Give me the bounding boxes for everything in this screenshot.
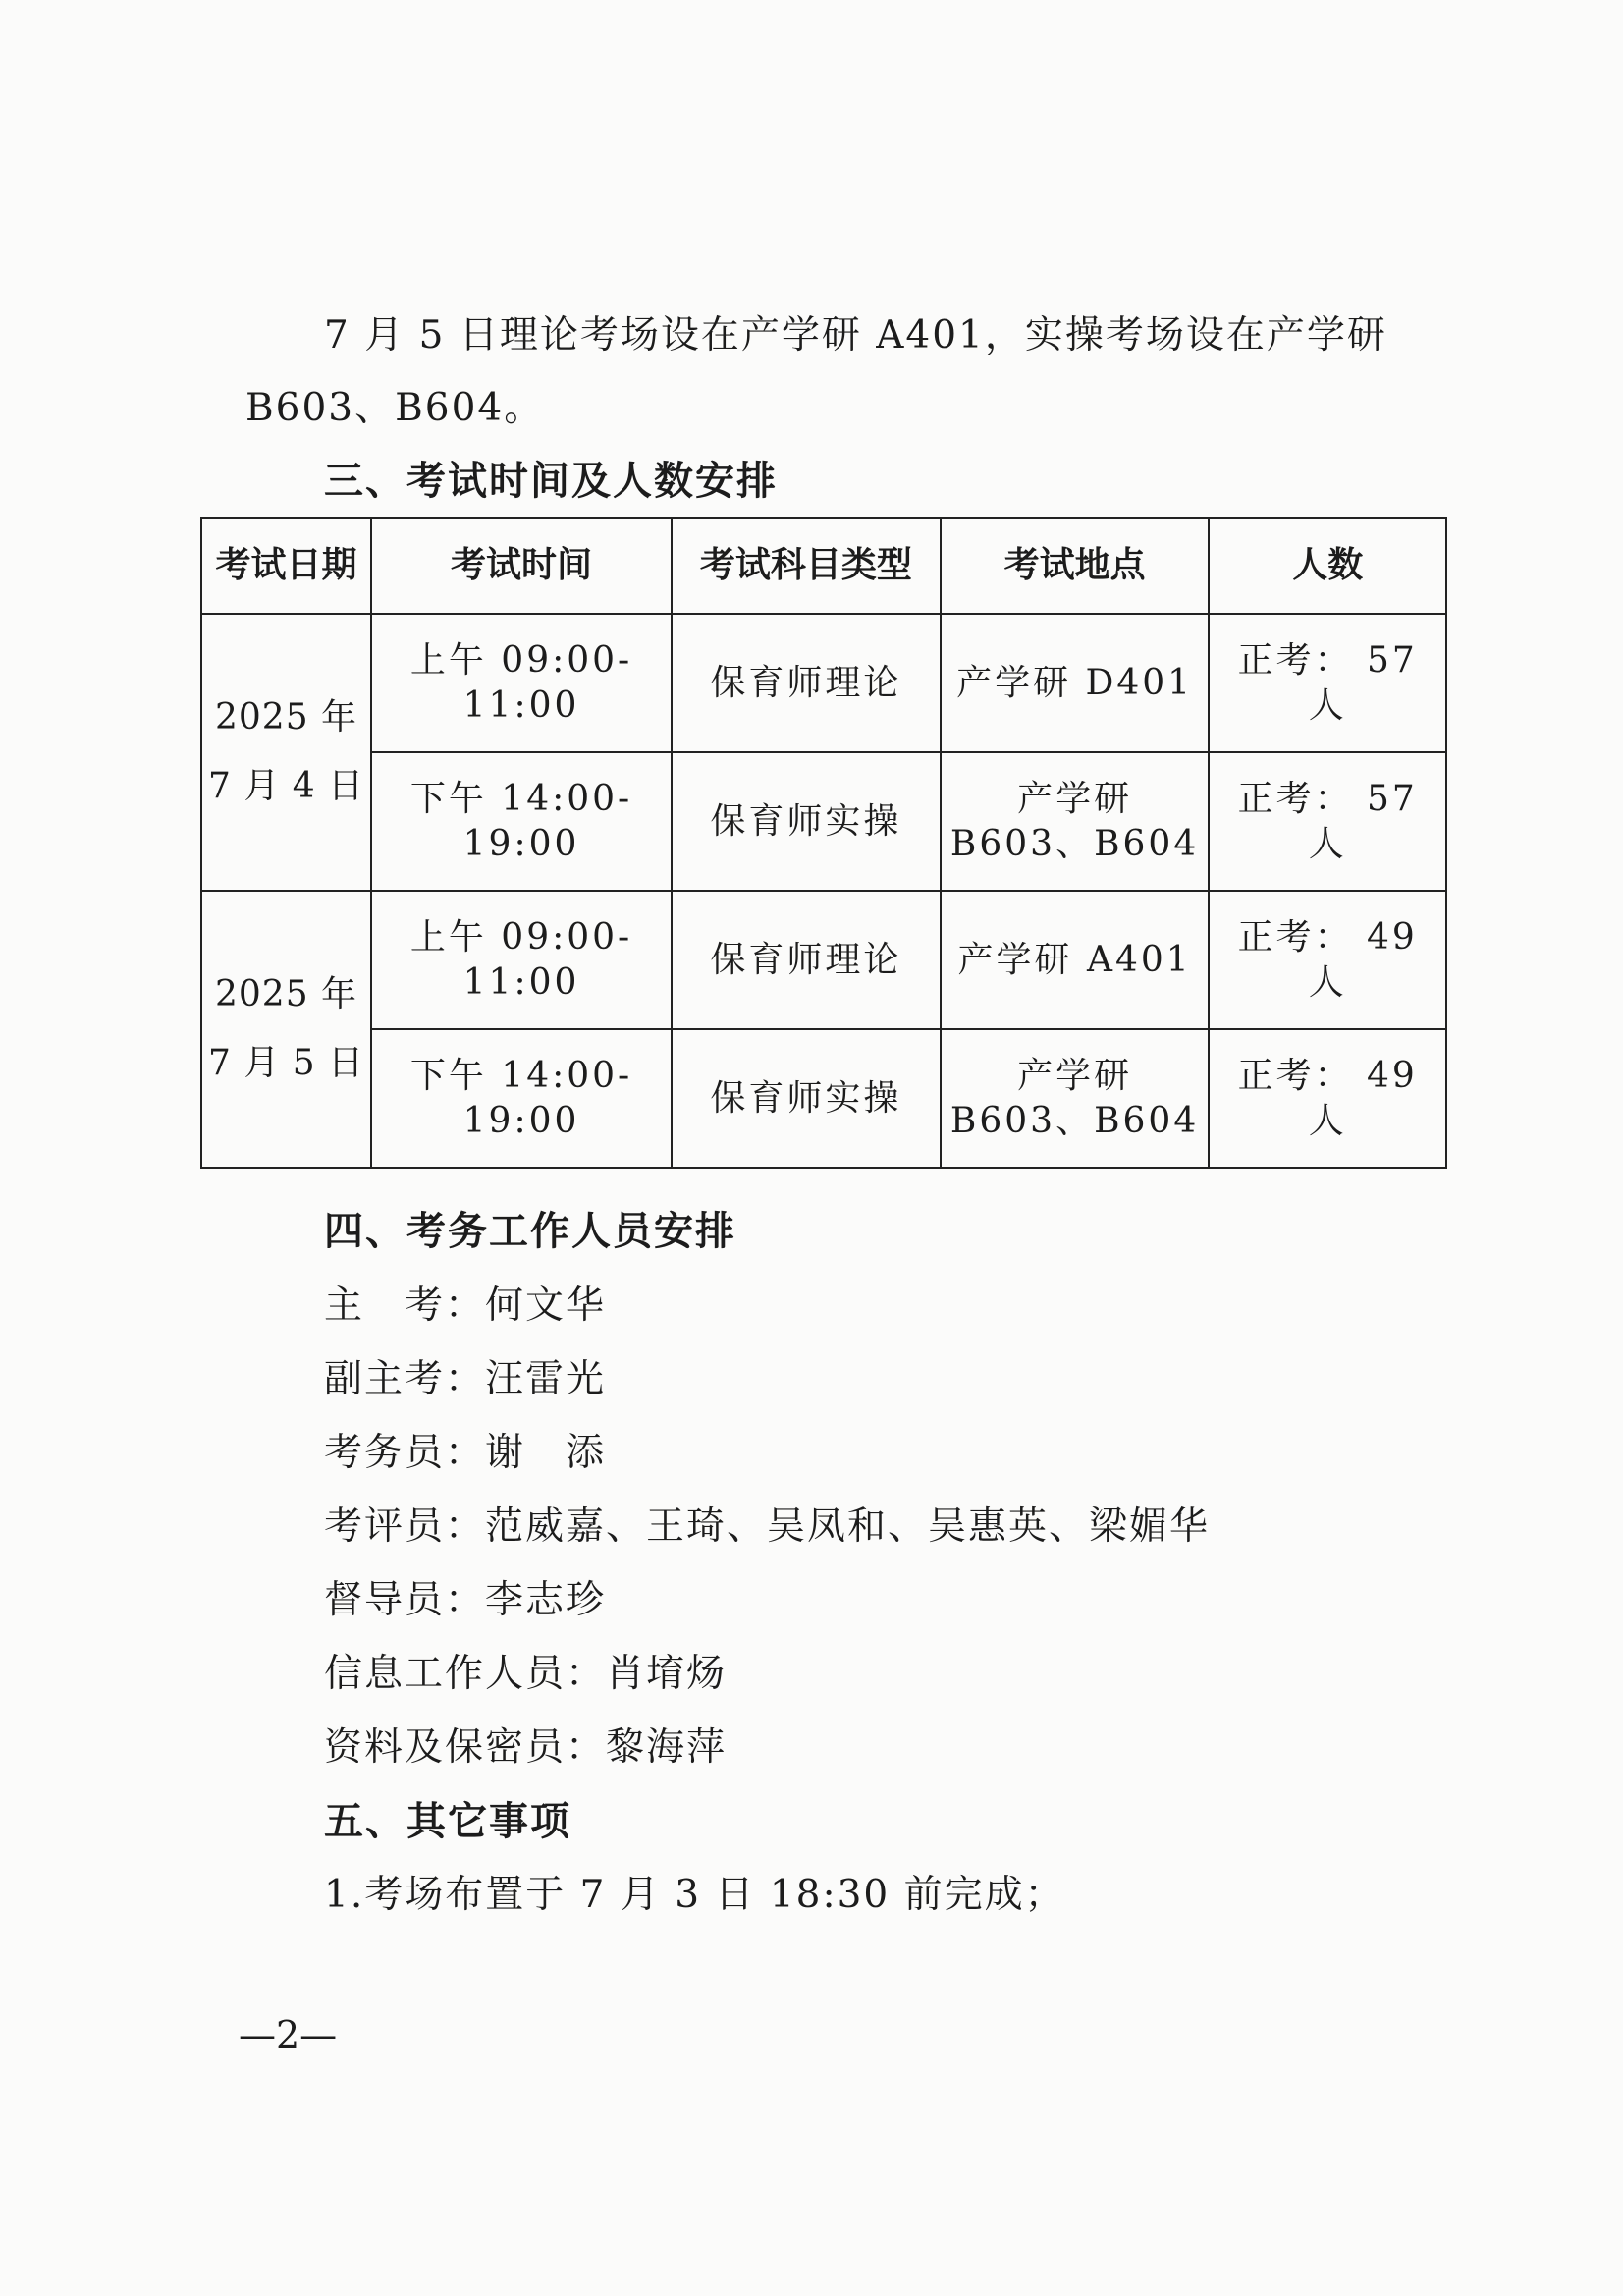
- staff-names: 何文华: [485, 1284, 607, 1328]
- section-5-heading: 五、其它事项: [324, 1799, 571, 1844]
- staff-line-deputy-examiner: [324, 1356, 606, 1403]
- location-cell: 产学研 B603、B604: [941, 752, 1210, 891]
- location-cell: 产学研 A401: [941, 891, 1210, 1029]
- date-day: 7 月 4 日: [207, 766, 365, 806]
- staff-line-affairs-officer: [324, 1430, 606, 1477]
- count-cell: 正考： 57 人: [1209, 614, 1446, 752]
- time-cell: 下午 14:00-19:00: [371, 752, 672, 891]
- subject-cell: 保育师实操: [672, 752, 941, 891]
- location-cell: 产学研 B603、B604: [941, 1029, 1210, 1168]
- intro-line-2: B603、B604。: [245, 386, 545, 430]
- date-cell: [201, 614, 371, 891]
- section-5-item-1: 1.考场布置于 7 月 3 日 18:30 前完成；: [324, 1873, 1065, 1917]
- staff-role: 考务员：: [324, 1431, 486, 1475]
- staff-names: 范威嘉、王琦、吴凤和、吴惠英、梁媚华: [485, 1504, 1211, 1549]
- time-cell: 上午 09:00-11:00: [371, 614, 672, 752]
- staff-line-info-staff: [324, 1651, 727, 1698]
- header-time: 考试时间: [371, 518, 672, 614]
- count-cell: 正考： 49 人: [1209, 891, 1446, 1029]
- count-cell: 正考： 49 人: [1209, 1029, 1446, 1168]
- date-year: 2025 年: [215, 974, 358, 1014]
- staff-names: 李志珍: [485, 1578, 607, 1622]
- staff-names: 肖堉炀: [606, 1652, 728, 1696]
- table-row: [201, 752, 1446, 891]
- header-date: 考试日期: [201, 518, 371, 614]
- staff-line-records-officer: [324, 1724, 727, 1772]
- table-row: [201, 614, 1446, 752]
- staff-role: 资料及保密员：: [324, 1725, 607, 1770]
- header-subject: 考试科目类型: [672, 518, 941, 614]
- staff-line-assessors: [324, 1503, 1210, 1551]
- exam-schedule-table: [200, 517, 1447, 1169]
- staff-names: 黎海萍: [606, 1725, 728, 1770]
- header-count: 人数: [1209, 518, 1446, 614]
- table-row: [201, 1029, 1446, 1168]
- subject-cell: 保育师理论: [672, 891, 941, 1029]
- staff-role: 主 考：: [324, 1284, 486, 1328]
- section-4-heading: 四、考务工作人员安排: [324, 1209, 736, 1254]
- staff-names: 谢 添: [485, 1431, 607, 1475]
- table-row: [201, 891, 1446, 1029]
- time-cell: 下午 14:00-19:00: [371, 1029, 672, 1168]
- date-cell: [201, 891, 371, 1168]
- subject-cell: 保育师实操: [672, 1029, 941, 1168]
- table-header-row: [201, 518, 1446, 614]
- staff-line-chief-examiner: [324, 1283, 606, 1330]
- staff-names: 汪雷光: [485, 1357, 607, 1401]
- location-cell: 产学研 D401: [941, 614, 1210, 752]
- staff-role: 督导员：: [324, 1578, 486, 1622]
- date-day: 7 月 5 日: [207, 1043, 365, 1083]
- staff-role: 考评员：: [324, 1504, 486, 1549]
- date-year: 2025 年: [215, 697, 358, 738]
- count-cell: 正考： 57 人: [1209, 752, 1446, 891]
- header-location: 考试地点: [941, 518, 1210, 614]
- subject-cell: 保育师理论: [672, 614, 941, 752]
- staff-line-supervisor: [324, 1577, 606, 1624]
- staff-role: 信息工作人员：: [324, 1652, 607, 1696]
- intro-line-1: 7 月 5 日理论考场设在产学研 A401，实操考场设在产学研: [324, 313, 1387, 357]
- page-number: —2—: [239, 2013, 338, 2056]
- section-3-heading: 三、考试时间及人数安排: [324, 459, 778, 504]
- time-cell: 上午 09:00-11:00: [371, 891, 672, 1029]
- staff-role: 副主考：: [324, 1357, 486, 1401]
